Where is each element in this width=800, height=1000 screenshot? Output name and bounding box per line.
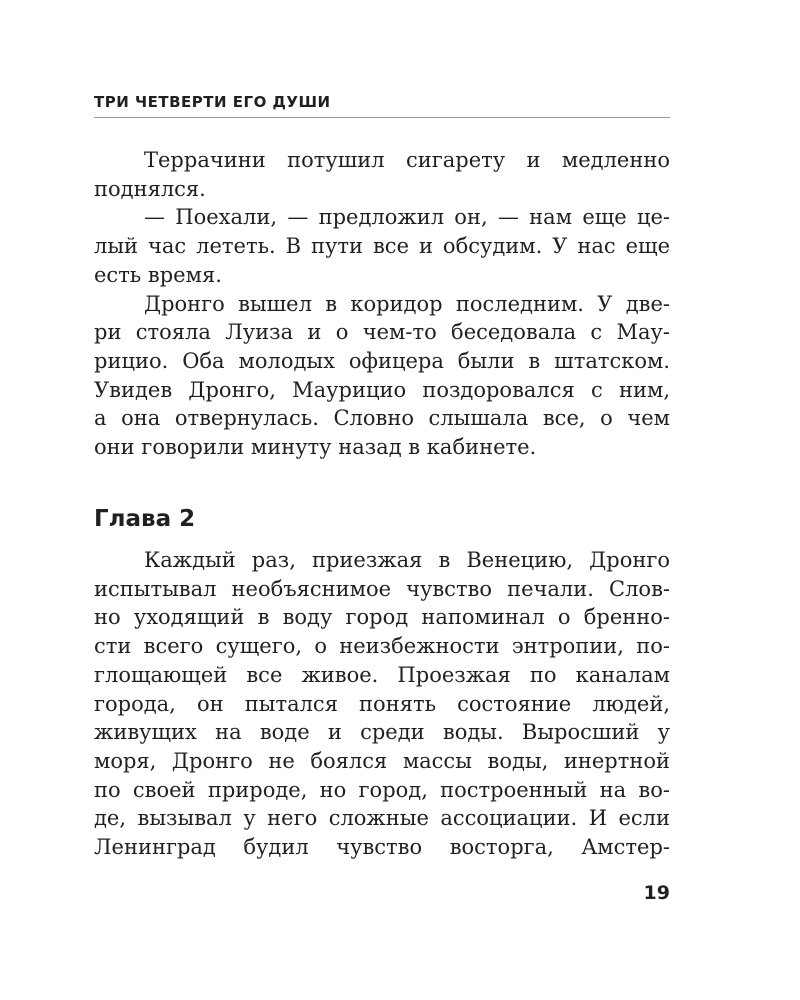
text-line: города, он пытался понять состояние людей,: [94, 691, 670, 716]
text-line: лый час лететь. В пути все и обсудим. У нас еще: [94, 234, 670, 259]
text-line: Каждый раз, приезжая в Венецию, Дронго: [144, 548, 670, 572]
text-line: но уходящий в воду город напоминал о бренно-: [94, 605, 670, 630]
header-rule: [94, 117, 670, 118]
text-line: Дронго вышел в коридор последним. У две-: [144, 291, 670, 316]
text-line: — Поехали, — предложил он, — нам еще це-: [144, 205, 670, 230]
text-line: ри стояла Луиза и о чем-то беседовала с Мау-: [94, 320, 670, 345]
text-line: сти всего сущего, о неизбежности энтропии, по-: [94, 634, 670, 659]
text-line: живущих на воде и среди воды. Выросший у: [94, 720, 670, 745]
running-header: ТРИ ЧЕТВЕРТИ ЕГО ДУШИ: [94, 93, 331, 111]
text-line: есть время.: [94, 262, 222, 287]
text-line: рицио. Оба молодых офицера были в штатском.: [94, 348, 670, 373]
chapter-heading: Глава 2: [94, 506, 196, 532]
paragraph: [94, 290, 670, 462]
text-line: поднялся.: [94, 176, 206, 201]
text-line: Увидев Дронго, Маурицио поздоровался с ним,: [94, 377, 670, 402]
text-line: глощающей все живое. Проезжая по каналам: [94, 662, 670, 687]
page-number: 19: [643, 882, 670, 904]
text-line: Террачини потушил сигарету и медленно: [144, 148, 670, 172]
text-line: а она отвернулась. Словно слышала все, о чем: [94, 406, 670, 431]
paragraph: [94, 146, 670, 203]
paragraph: [94, 546, 670, 862]
text-line: Ленинград будил чувство восторга, Амстер-: [94, 835, 670, 860]
text-line: по своей природе, но город, построенный на во-: [94, 777, 670, 802]
text-block-chapter-2: [94, 546, 670, 862]
text-line: они говорили минуту назад в кабинете.: [94, 435, 537, 460]
text-line: испытывал необъяснимое чувство печали. Слов-: [94, 576, 670, 601]
text-line: моря, Дронго не боялся массы воды, инертной: [94, 748, 670, 773]
text-block-before-chapter: [94, 146, 670, 462]
paragraph: [94, 203, 670, 289]
text-line: де, вызывал у него сложные ассоциации. И если: [94, 806, 670, 831]
